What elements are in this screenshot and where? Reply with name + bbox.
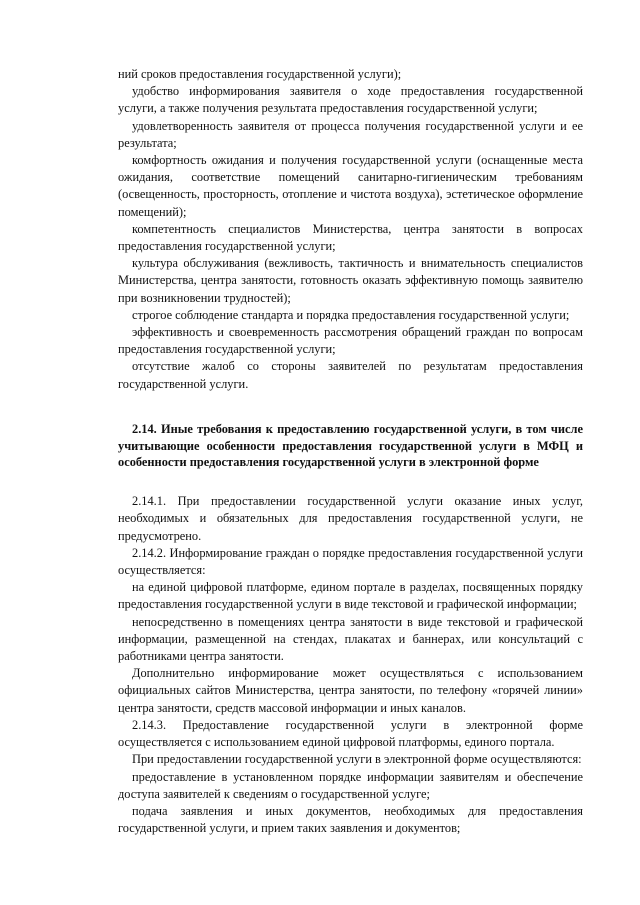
- section-heading-2-14: 2.14. Иные требования к предоставлению государственной услуги, в том числе учитывающие особенности предоставления государственной услуги в МФЦ и особенности предоставления государственной услуги в электронной форме: [118, 421, 583, 470]
- paragraph-electronic-form: При предоставлении государственной услуги в электронной форме осуществляются:: [132, 752, 582, 767]
- paragraph-applicant-satisfaction: удовлетворенность заявителя от процесса получения государственной услуги и ее результата;: [118, 118, 583, 150]
- paragraph-info-provision: предоставление в установленном порядке информации заявителям и обеспечение доступа заявителей к сведениям о государственной услуге;: [118, 769, 583, 801]
- paragraph-2-14-2: 2.14.2. Информирование граждан о порядке предоставления государственной услуги осуществляется:: [118, 545, 583, 578]
- paragraph-2-14-3: 2.14.3. Предоставление государственной услуги в электронной форме осуществляется с использованием единой цифровой платформы, единого портала.: [118, 717, 583, 750]
- section-spacer: [118, 393, 583, 421]
- paragraph-waiting-comfort: комфортность ожидания и получения государственной услуги (оснащенные места ожидания, соответствие помещений санитарно-гигиеническим требованиям (освещенность, просторность, отопление и чистота воздуха), эстетическое оформление помещений);: [118, 153, 583, 219]
- paragraph-2-14-1: 2.14.1. При предоставлении государственной услуги оказание иных услуг, необходимых и обязательных для предоставления государственной услуги, не предусмотрено.: [118, 494, 583, 543]
- document-body: [118, 66, 583, 837]
- paragraph-service-culture: культура обслуживания (вежливость, тактичность и внимательность специалистов Министерства, центра занятости, готовность оказать эффективную помощь заявителю при возникновении трудностей);: [118, 256, 583, 305]
- paragraph-continuation: ний сроков предоставления государственной услуги);: [118, 67, 402, 81]
- section-spacer: [118, 471, 583, 493]
- paragraph-standard-compliance: строгое соблюдение стандарта и порядка предоставления государственной услуги;: [132, 307, 570, 322]
- paragraph-appeal-efficiency: эффективность и своевременность рассмотрения обращений граждан по вопросам предоставления государственной услуги;: [118, 325, 583, 357]
- paragraph-on-premises: непосредственно в помещениях центра занятости в виде текстовой и графической информации, размещенной на стендах, плакатах и баннерах, или консультаций с работниками центра занятости.: [118, 614, 583, 664]
- paragraph-additional-informing: Дополнительно информирование может осуществляться с использованием официальных сайтов Министерства, центра занятости, по телефону «горячей линии» центра занятости, средств массовой информации и иных каналов.: [118, 666, 583, 715]
- paragraph-no-complaints: отсутствие жалоб со стороны заявителей по результатам предоставления государственной услуги.: [118, 359, 583, 391]
- paragraph-staff-competence: компетентность специалистов Министерства, центра занятости в вопросах предоставления государственной услуги;: [118, 221, 583, 254]
- paragraph-application-submission: подача заявления и иных документов, необходимых для предоставления государственной услуги, и прием таких заявления и документов;: [118, 803, 583, 836]
- paragraph-digital-platform: на единой цифровой платформе, едином портале в разделах, посвященных порядку предоставления государственной услуги в виде текстовой и графической информации;: [118, 580, 583, 612]
- paragraph-informing-convenience: удобство информирования заявителя о ходе предоставления государственной услуги, а также получения результата предоставления государственной услуги;: [118, 84, 583, 116]
